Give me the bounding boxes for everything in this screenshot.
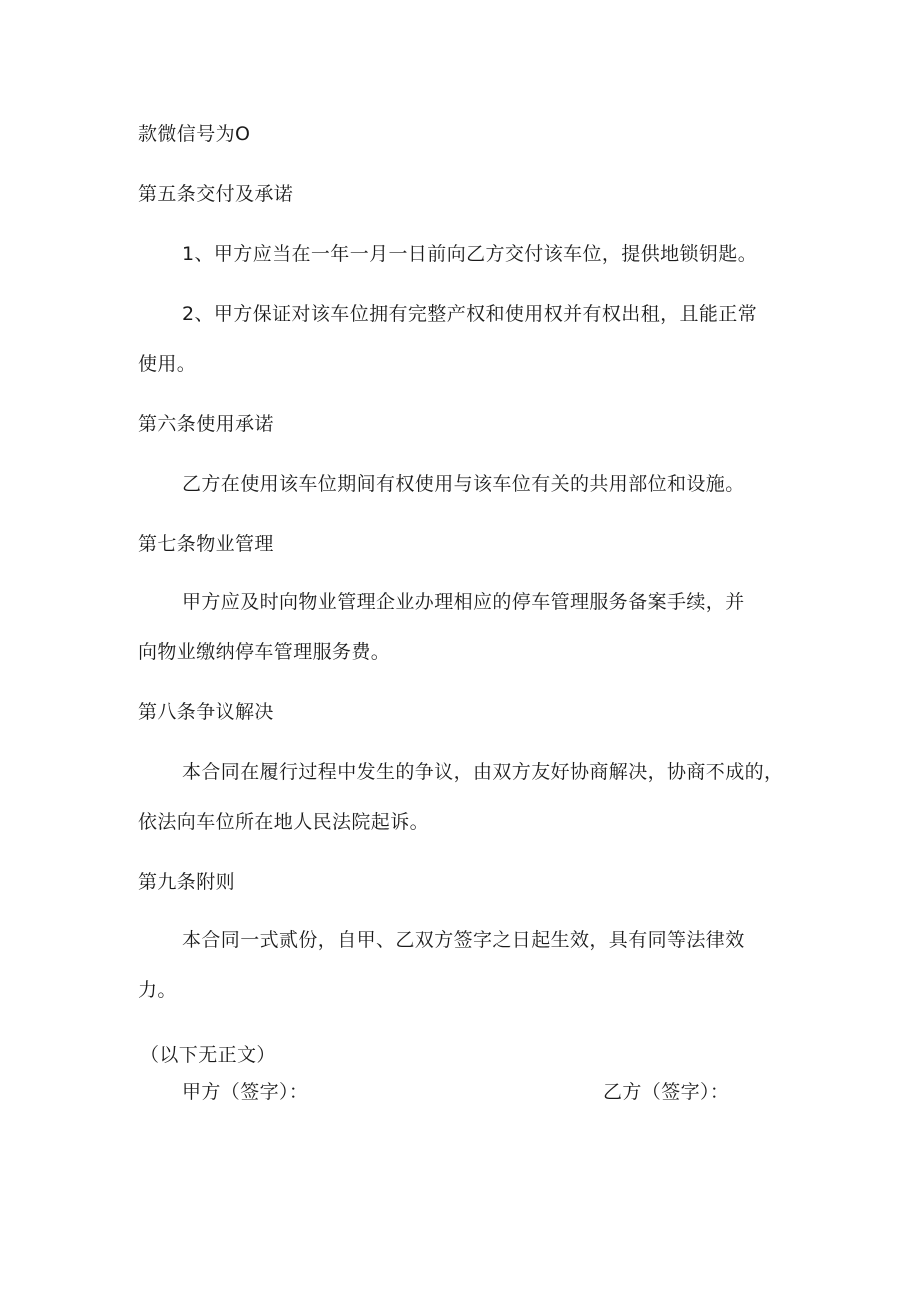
party-b-signature-label: 乙方（签字）： — [603, 1081, 730, 1103]
section-heading-8: 第八条争议解决 — [138, 701, 274, 723]
clause-7-cont: 向物业缴纳停车管理服务费。 — [138, 641, 391, 663]
party-a-signature-label: 甲方（签字）： — [182, 1081, 309, 1103]
clause-9-cont: 力。 — [138, 979, 177, 1001]
continued-text: 款微信号为O — [138, 123, 251, 145]
clause-8: 本合同在履行过程中发生的争议，由双方友好协商解决，协商不成的， — [182, 761, 784, 783]
section-heading-9: 第九条附则 — [138, 871, 236, 893]
clause-8-cont: 依法向车位所在地人民法院起诉。 — [138, 811, 430, 833]
clause-5-2-cont: 使用。 — [138, 353, 197, 375]
clause-6: 乙方在使用该车位期间有权使用与该车位有关的共用部位和设施。 — [182, 473, 745, 495]
clause-5-1: 1、甲方应当在一年一月一日前向乙方交付该车位，提供地锁钥匙。 — [182, 243, 758, 265]
section-heading-5: 第五条交付及承诺 — [138, 183, 294, 205]
clause-7: 甲方应及时向物业管理企业办理相应的停车管理服务备案手续，并 — [182, 591, 745, 613]
clause-9: 本合同一式贰份，自甲、乙双方签字之日起生效，具有同等法律效 — [182, 929, 745, 951]
section-heading-7: 第七条物业管理 — [138, 533, 274, 555]
clause-5-2: 2、甲方保证对该车位拥有完整产权和使用权并有权出租，且能正常 — [182, 303, 758, 325]
section-heading-6: 第六条使用承诺 — [138, 413, 274, 435]
no-further-text-note: （以下无正文） — [140, 1044, 276, 1066]
